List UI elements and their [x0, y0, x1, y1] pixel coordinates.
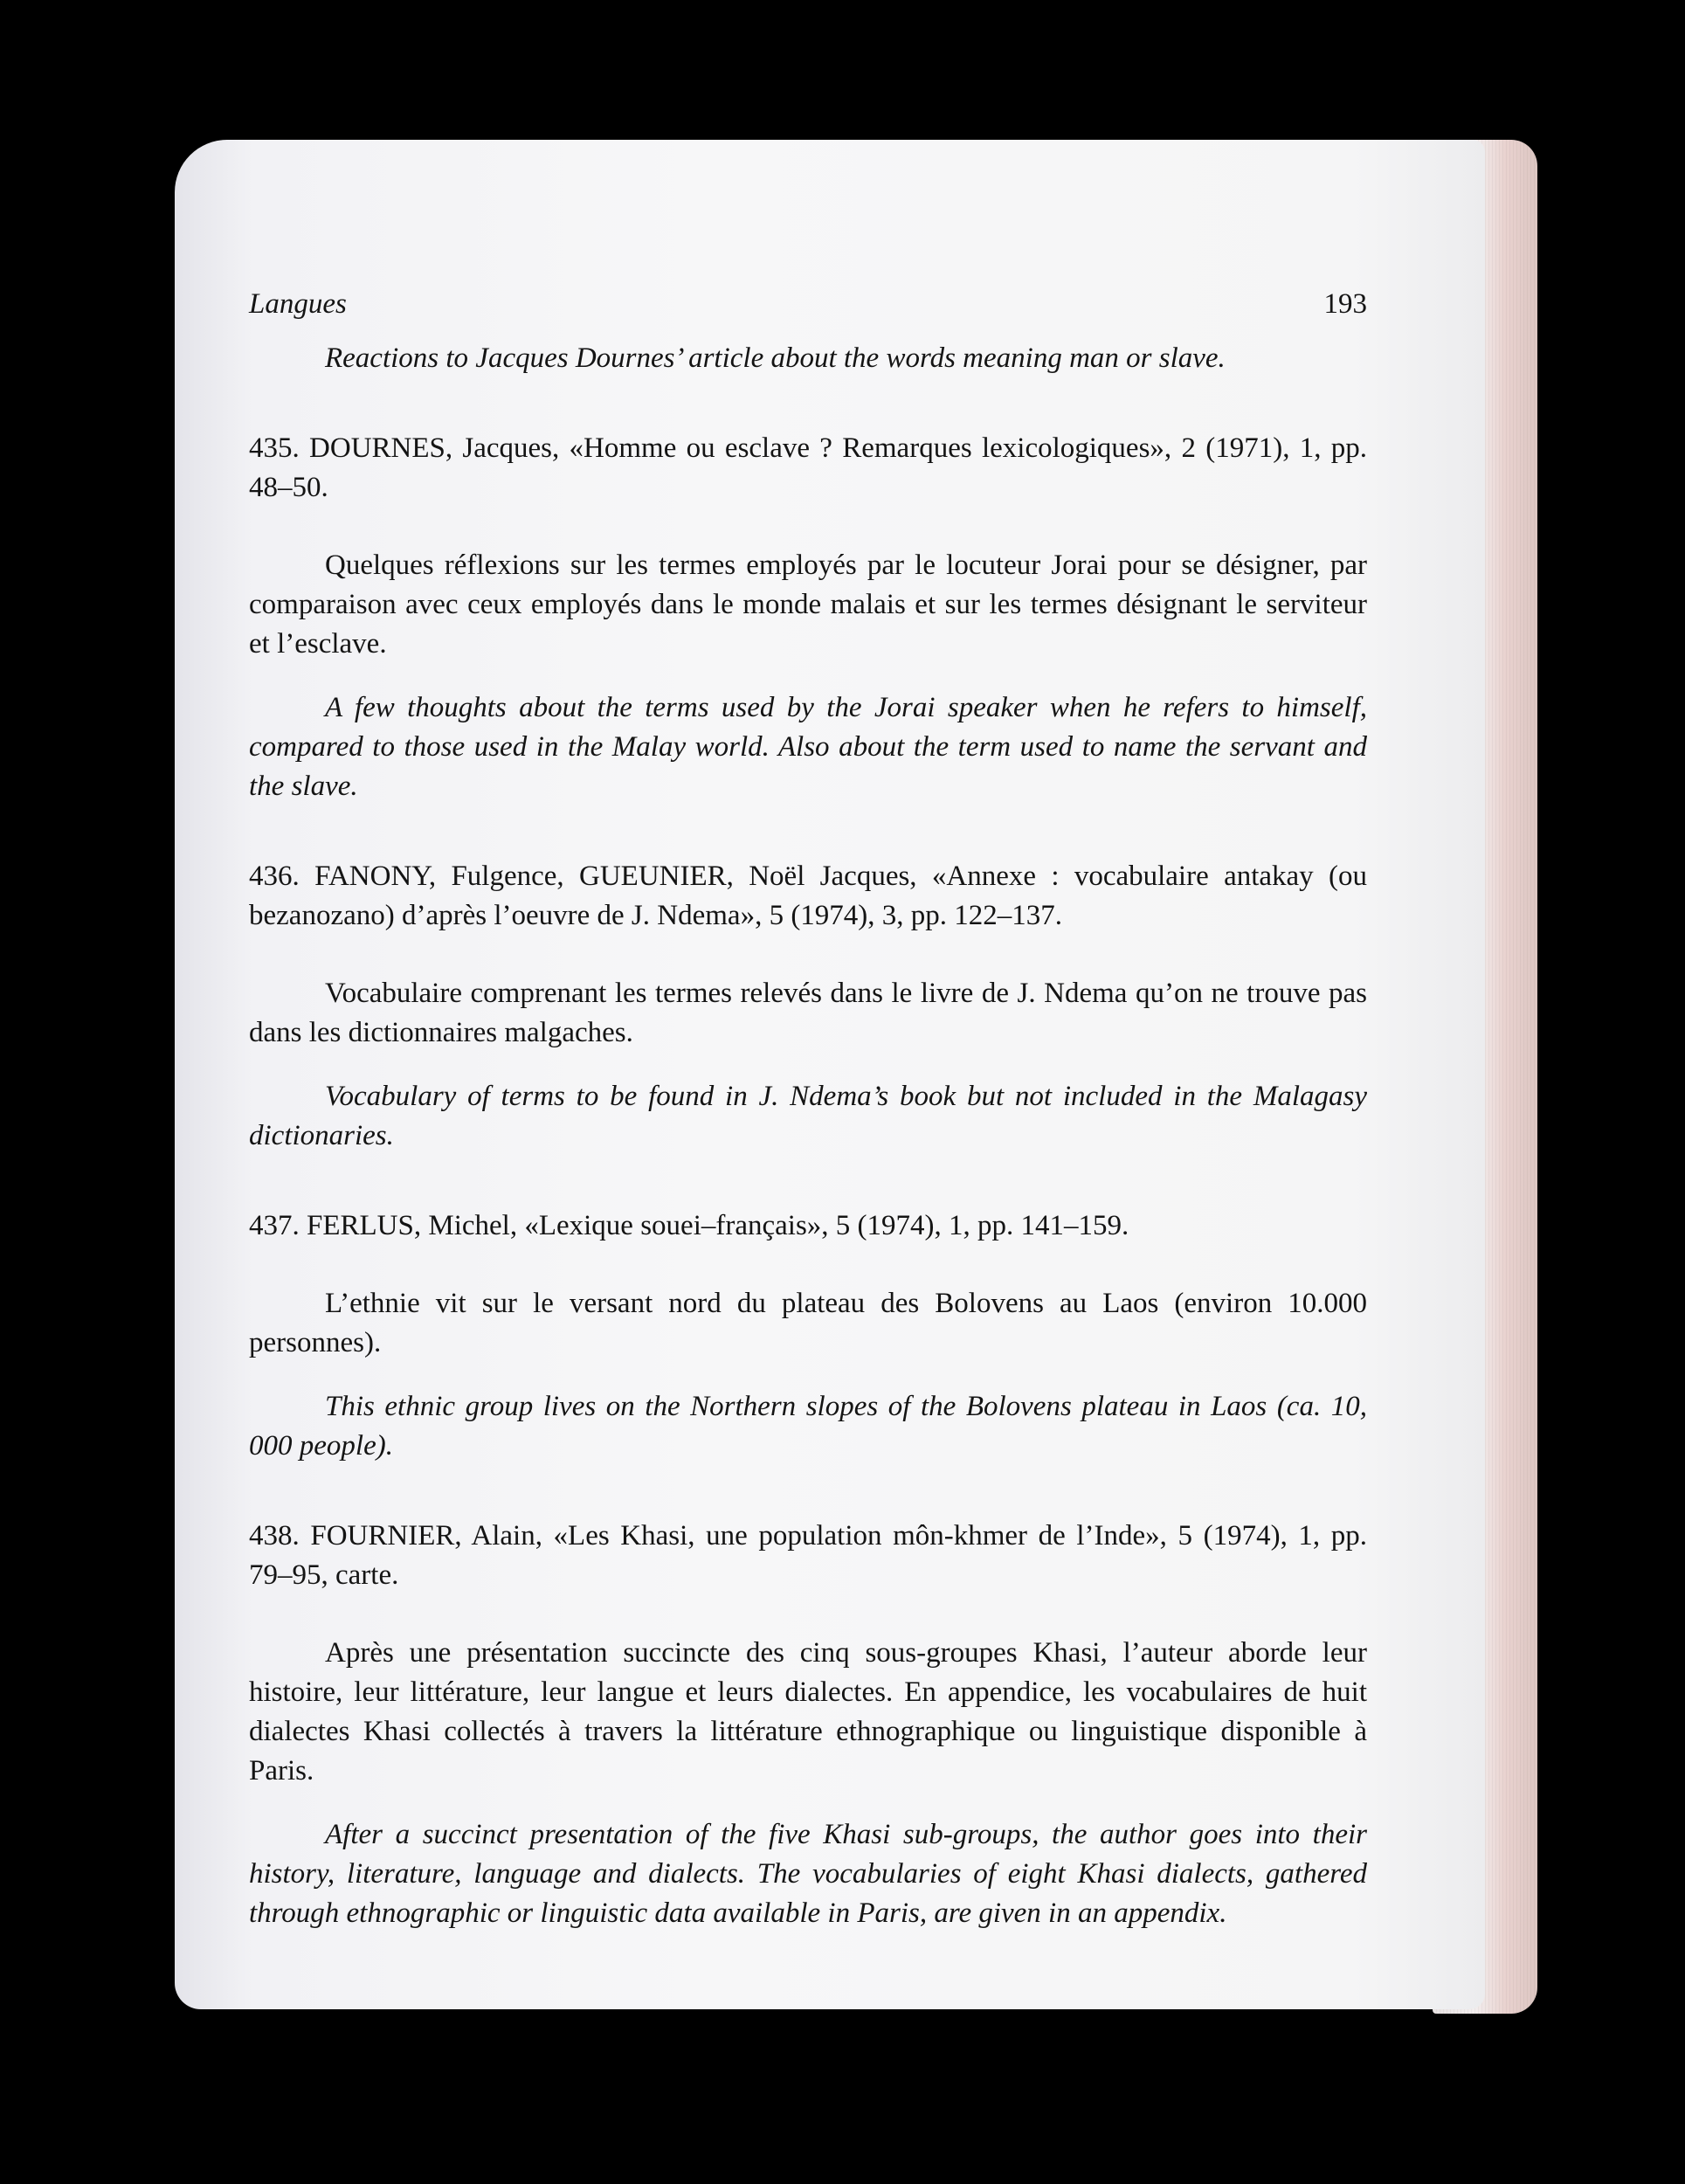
- running-head: [249, 288, 1367, 341]
- page-body: [249, 339, 1367, 1933]
- entry-436-heading: 436. FANONY, Fulgence, GUEUNIER, Noël Jacques, «Annexe : vocabulaire antakay (ou bezanozano) d’après l’oeuvre de J. Ndema», 5 (1974), 3, pp. 122–137.: [249, 860, 1367, 931]
- entry-436-english-summary: Vocabulary of terms to be found in J. Ndema’s book but not included in the Malagasy dictionaries.: [249, 1081, 1367, 1151]
- running-title: Langues: [249, 288, 347, 320]
- entry-436-french-summary: Vocabulaire comprenant les termes relevés dans le livre de J. Ndema qu’on ne trouve pas dans les dictionnaires malgaches.: [249, 978, 1367, 1048]
- entry-438-french-summary: Après une présentation succincte des cinq sous-groupes Khasi, l’auteur aborde leur histoire, leur littérature, leur langue et leurs dialectes. En appendice, les vocabulaires de huit dialectes Khasi collectés à travers la littérature ethnographique ou linguistique disponible à Paris.: [249, 1637, 1367, 1787]
- entry-435-english-summary: A few thoughts about the terms used by the Jorai speaker when he refers to himself, compared to those used in the Malay world. Also about the term used to name the servant and the slave.: [249, 692, 1367, 802]
- entry-435-heading: 435. DOURNES, Jacques, «Homme ou esclave ? Remarques lexicologiques», 2 (1971), 1, pp. 48–50.: [249, 432, 1367, 503]
- book-page: [175, 140, 1485, 2009]
- entry-437-french-summary: L’ethnie vit sur le versant nord du plateau des Bolovens au Laos (environ 10.000 personnes).: [249, 1288, 1367, 1358]
- entry-438-heading: 438. FOURNIER, Alain, «Les Khasi, une population môn-khmer de l’Inde», 5 (1974), 1, pp. 79–95, carte.: [249, 1520, 1367, 1591]
- entry-435-french-summary: Quelques réflexions sur les termes employés par le locuteur Jorai pour se désigner, par comparaison avec ceux employés dans le monde malais et sur les termes désignant le serviteur et l’esclave.: [249, 549, 1367, 660]
- entry-437-english-summary: This ethnic group lives on the Northern slopes of the Bolovens plateau in Laos (ca. 10, 000 people).: [249, 1391, 1367, 1462]
- page-number: 193: [1323, 288, 1367, 320]
- entry-438-english-summary: After a succinct presentation of the five Khasi sub-groups, the author goes into their history, literature, language and dialects. The vocabularies of eight Khasi dialects, gathered through ethnographic or linguistic data available in Paris, are given in an appendix.: [249, 1819, 1367, 1929]
- intro-english-summary: Reactions to Jacques Dournes’ article about the words meaning man or slave.: [325, 342, 1226, 374]
- entry-437-heading: 437. FERLUS, Michel, «Lexique souei–français», 5 (1974), 1, pp. 141–159.: [249, 1210, 1129, 1241]
